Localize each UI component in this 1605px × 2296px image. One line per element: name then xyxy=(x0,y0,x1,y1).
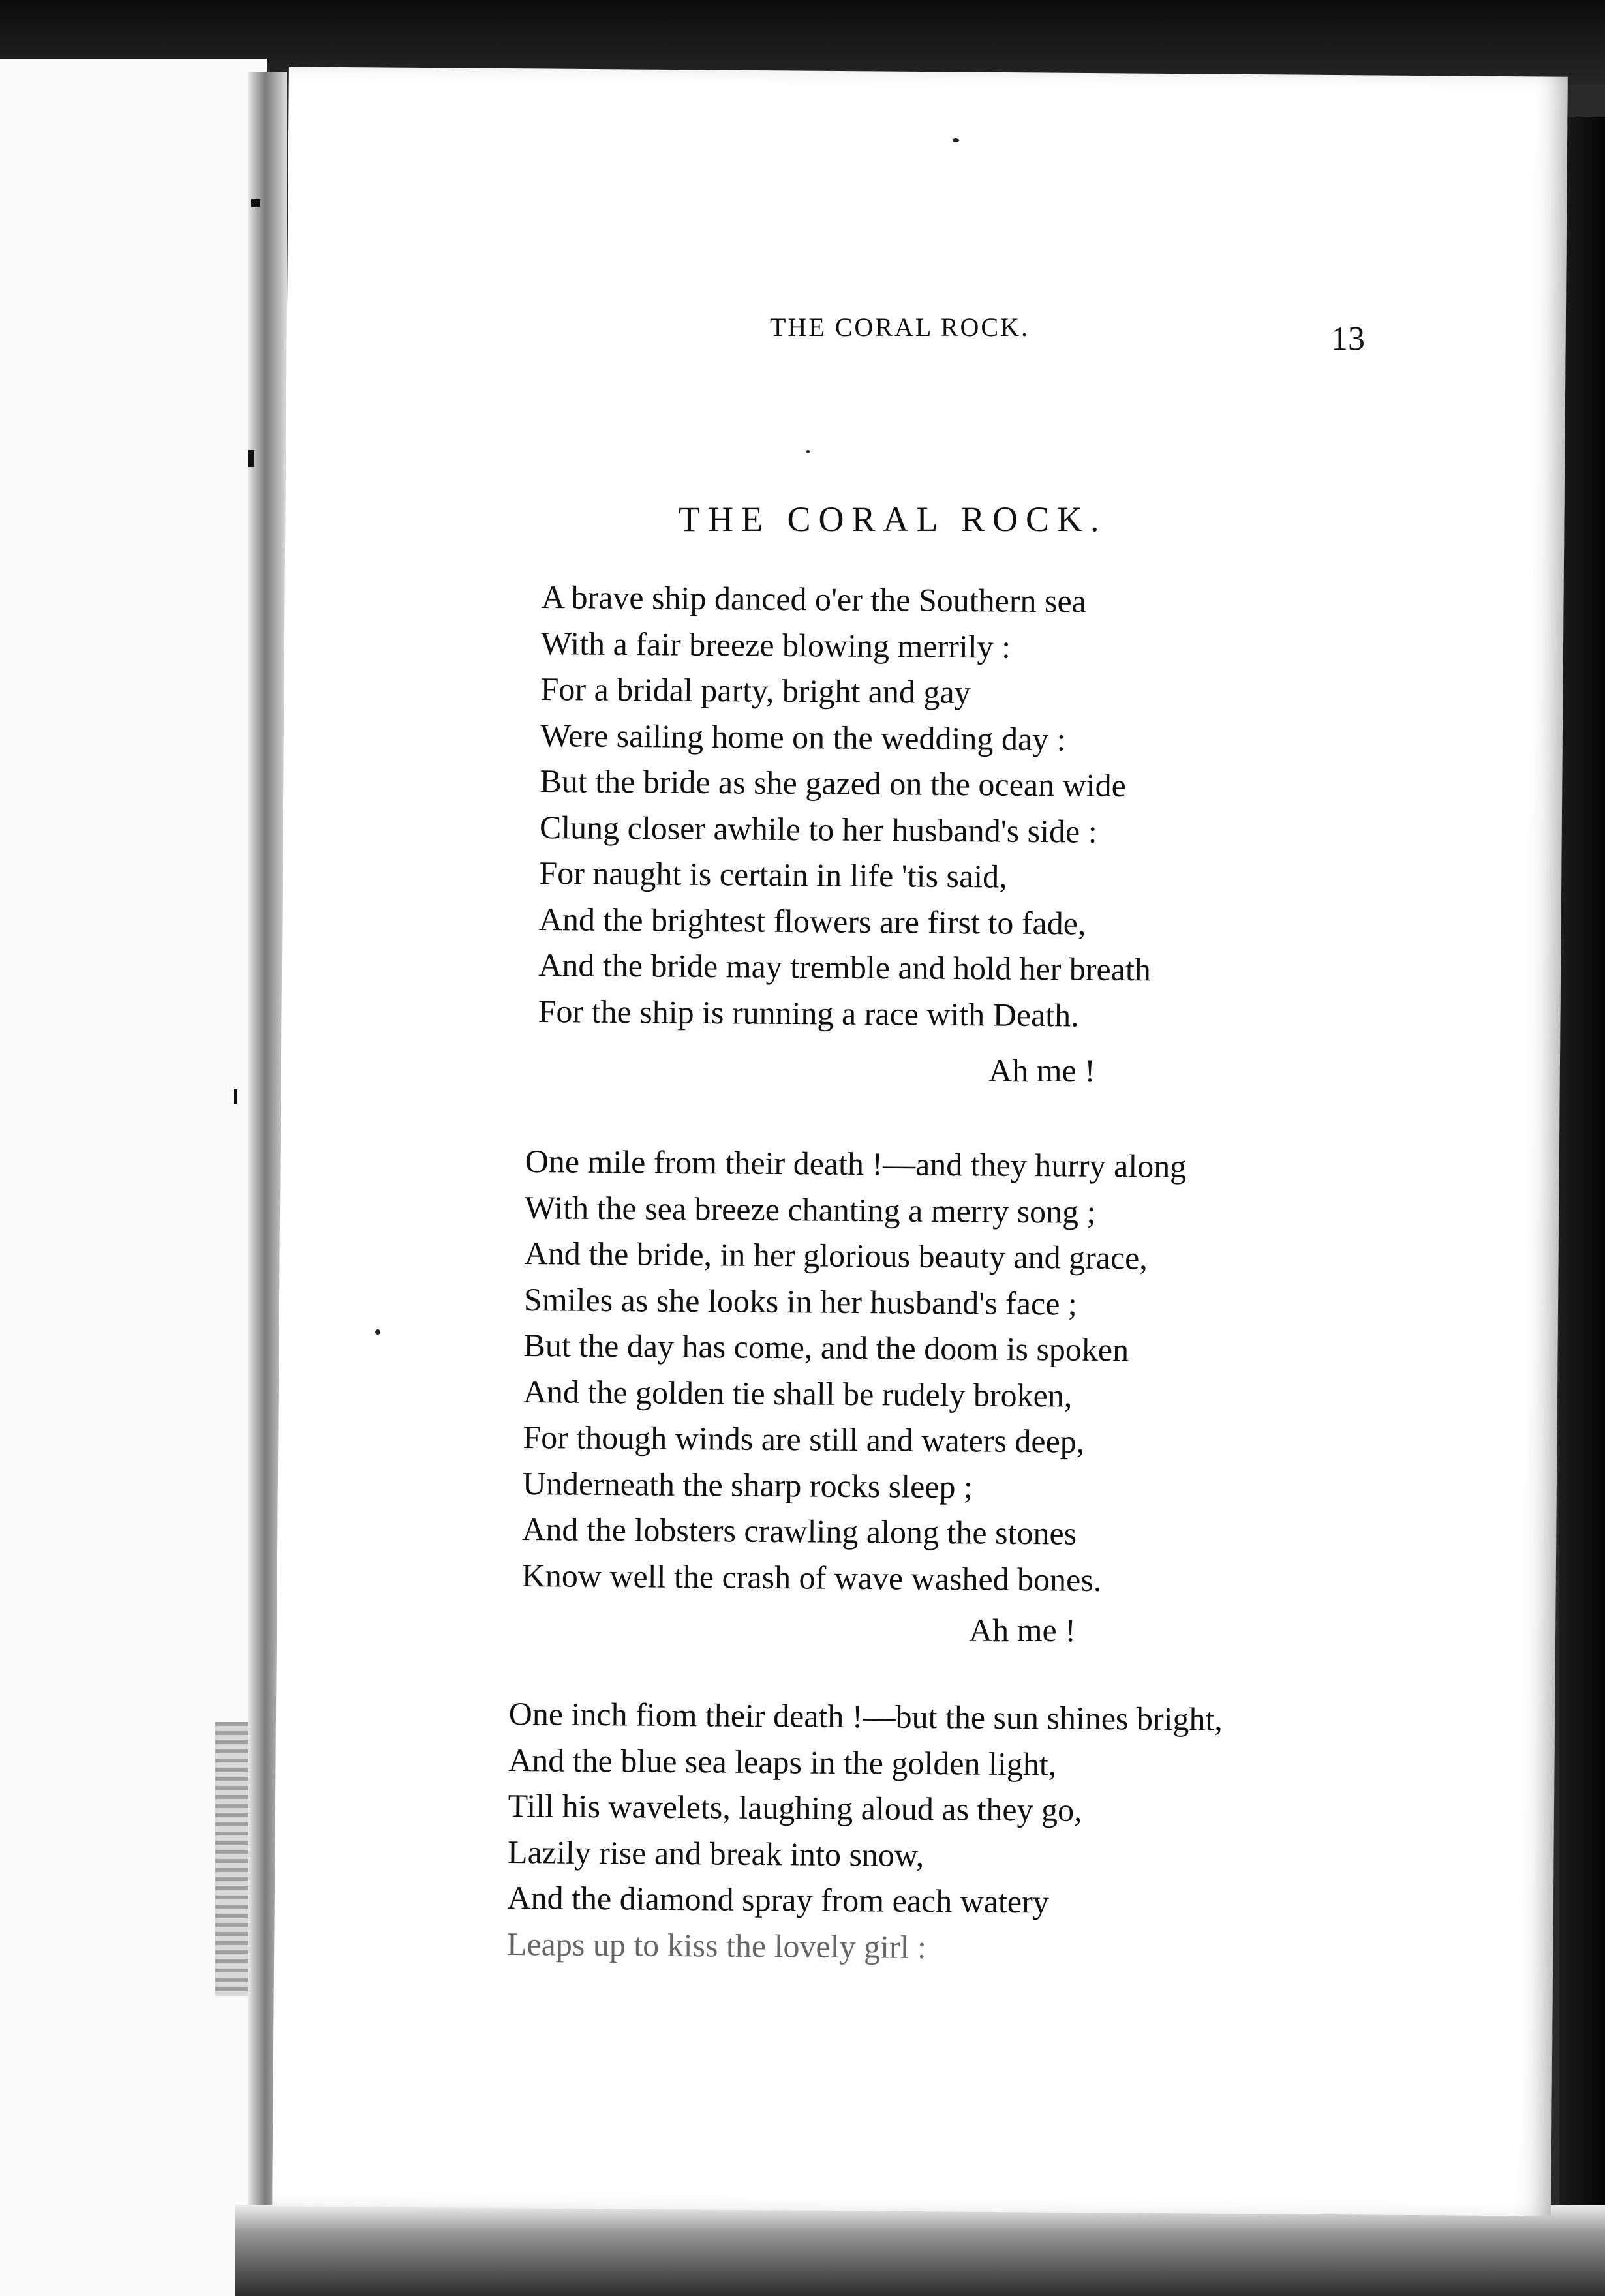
poem-line: Lazily rise and break into snow, xyxy=(507,1833,925,1873)
poem-line: Know well the crash of wave washed bones. xyxy=(521,1556,1102,1598)
poem-line: Underneath the sharp rocks sleep ; xyxy=(522,1464,973,1505)
edge-mark xyxy=(251,199,260,207)
poem-line: For the ship is running a race with Death. xyxy=(538,992,1079,1033)
poem-line: With a fair breeze blowing merrily : xyxy=(540,624,1011,665)
refrain: Ah me ! xyxy=(988,1052,1095,1089)
running-head: THE CORAL ROCK. xyxy=(770,312,1030,342)
binding-tear xyxy=(215,1722,248,1996)
page-number: 13 xyxy=(1331,320,1365,357)
poem-title: THE CORAL ROCK. xyxy=(679,500,1107,539)
poem-line: And the lobsters crawling along the stones xyxy=(522,1510,1077,1552)
poem-line: For naught is certain in life 'tis said, xyxy=(539,854,1007,895)
edge-mark xyxy=(234,1089,237,1104)
poem-line: And the bride may tremble and hold her breath xyxy=(538,946,1152,988)
poem-line: And the golden tie shall be rudely broken, xyxy=(523,1372,1073,1414)
poem-line: For a bridal party, bright and gay xyxy=(540,670,971,711)
edge-mark xyxy=(248,450,254,467)
poem-line: A brave ship danced o'er the Southern sea xyxy=(541,578,1087,620)
poem-line: And the brightest flowers are first to fade, xyxy=(538,900,1086,942)
poem-line: One inch fiom their death !—but the sun shines bright, xyxy=(508,1695,1223,1738)
poem-line: But the bride as she gazed on the ocean wide xyxy=(540,762,1126,804)
page-right-shadow xyxy=(1559,117,1605,2296)
poem-line: One mile from their death !—and they hurry along xyxy=(525,1142,1187,1185)
refrain: Ah me ! xyxy=(969,1612,1076,1648)
dust-speck xyxy=(375,1329,380,1335)
poem-line: Clung closer awhile to her husband's side : xyxy=(539,808,1097,850)
poem-line: Smiles as she looks in her husband's face ; xyxy=(523,1280,1078,1322)
poem-line: But the day has come, and the doom is spoken xyxy=(523,1326,1129,1368)
page-bottom-shadow xyxy=(235,2205,1605,2296)
poem-line: With the sea breeze chanting a merry song ; xyxy=(524,1188,1096,1230)
stanza-1 xyxy=(538,574,1154,1038)
poem-line: Were sailing home on the wedding day : xyxy=(540,716,1066,757)
poem-line: And the blue sea leaps in the golden light, xyxy=(508,1741,1057,1783)
dust-speck xyxy=(806,450,810,453)
poem-line: And the bride, in her glorious beauty and grace, xyxy=(524,1234,1148,1276)
poem-line: Leaps up to kiss the lovely girl : xyxy=(506,1925,927,1965)
stanza-3 xyxy=(507,1691,1223,1972)
stanza-2 xyxy=(521,1138,1186,1603)
poem-line: For though winds are still and waters deep, xyxy=(523,1418,1085,1460)
poem-line: Till his wavelets, laughing aloud as they go, xyxy=(508,1787,1082,1828)
dust-speck xyxy=(953,138,959,142)
poem-line: And the diamond spray from each watery xyxy=(507,1879,1049,1920)
